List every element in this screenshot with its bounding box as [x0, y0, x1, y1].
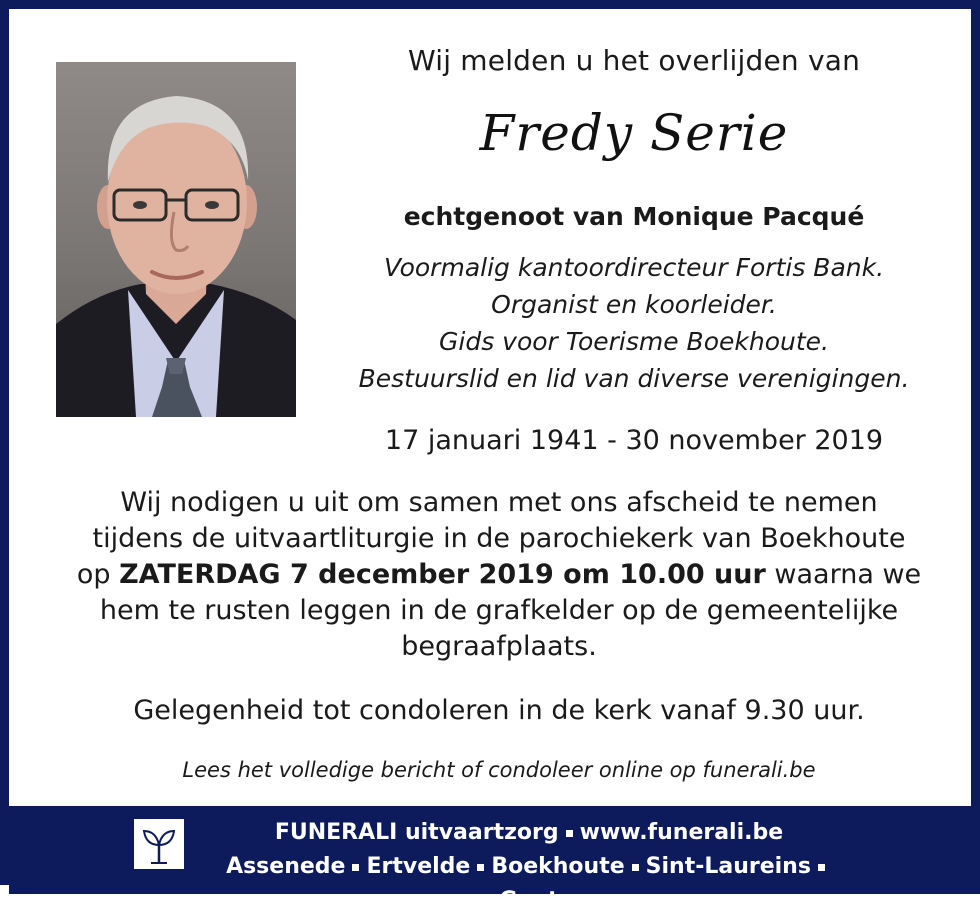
invitation-line: begraafplaats.	[401, 631, 597, 662]
role-line: Organist en koorleider.	[491, 290, 777, 319]
life-dates: 17 januari 1941 - 30 november 2019	[384, 425, 884, 456]
role-line: Bestuurslid en lid van diverse verenigingen.	[358, 364, 910, 393]
portrait-photo	[56, 62, 296, 417]
location: Ertvelde	[366, 854, 471, 879]
footer-contact-line	[209, 816, 849, 850]
company-name: FUNERALI uitvaartzorg	[274, 820, 559, 845]
square-separator-icon	[352, 864, 359, 871]
invitation-text: op	[76, 559, 120, 590]
location: Sint-Laureins	[645, 854, 811, 879]
square-separator-icon	[818, 864, 825, 871]
location: Boekhoute	[491, 854, 625, 879]
roles-list	[339, 249, 929, 397]
invitation-paragraph	[69, 485, 929, 665]
role-line: Voormalig kantoordirecteur Fortis Bank.	[383, 253, 885, 282]
footer-text	[209, 816, 849, 918]
invitation-line: hem te rusten leggen in de grafkelder op de gemeentelijke	[99, 595, 899, 626]
location: Assenede	[226, 854, 346, 879]
role-line: Gids voor Toerisme Boekhoute.	[439, 327, 829, 356]
intro-text: Wij melden u het overlijden van	[407, 44, 861, 77]
online-note: Lees het volledige bericht of condoleer online op funerali.be	[182, 758, 816, 782]
website-link[interactable]: www.funerali.be	[579, 820, 784, 845]
spouse-line: echtgenoot van Monique Pacqué	[403, 202, 865, 231]
plant-sprout-icon	[134, 819, 184, 869]
deceased-name: Fredy Serie	[479, 104, 789, 162]
square-separator-icon	[477, 864, 484, 871]
footer-bar	[9, 806, 980, 913]
location: Gent	[499, 888, 559, 913]
invitation-line-date	[69, 557, 929, 593]
square-separator-icon	[566, 830, 573, 837]
funeral-date: ZATERDAG 7 december 2019 om 10.00 uur	[119, 559, 766, 590]
footer-locations-line	[209, 850, 849, 918]
invitation-line: tijdens de uitvaartliturgie in de parochiekerk van Boekhoute	[92, 523, 906, 554]
condolence-info: Gelegenheid tot condoleren in de kerk vanaf 9.30 uur.	[133, 695, 865, 726]
invitation-line: Wij nodigen u uit om samen met ons afscheid te nemen	[120, 487, 878, 518]
square-separator-icon	[632, 864, 639, 871]
invitation-text: waarna we	[765, 559, 922, 590]
